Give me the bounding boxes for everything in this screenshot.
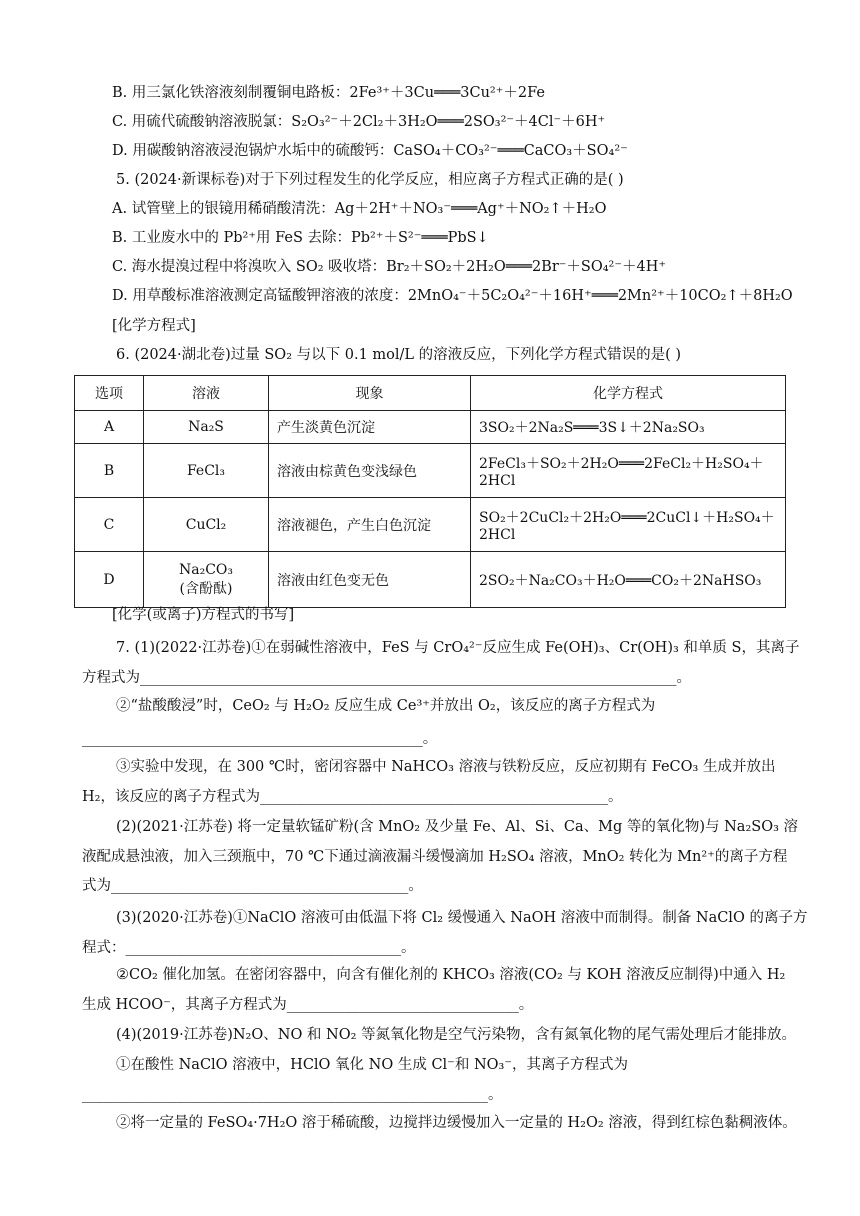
cell-phenomenon: 溶液由红色变无色	[269, 552, 471, 608]
section-heading-equation-writing: [化学(或离子)方程式的书写]	[112, 607, 295, 623]
solution-line-2: (含酚酞)	[179, 580, 233, 597]
cell-equation: 3SO₂＋2Na₂S═══3S↓＋2Na₂SO₃	[471, 411, 786, 444]
question-6-table	[74, 375, 786, 608]
header-phenomenon: 现象	[269, 376, 471, 411]
question-7-part-4-item-1: ①在酸性 NaClO 溶液中，HClO 氧化 NO 生成 Cl⁻和 NO₃⁻，其离子方程式为	[116, 1057, 628, 1073]
cell-option: C	[75, 498, 144, 552]
equation-line-1: SO₂＋2CuCl₂＋2H₂O═══2CuCl↓＋H₂SO₄＋	[479, 509, 775, 526]
equation-line-1: 2FeCl₃＋SO₂＋2H₂O═══2FeCl₂＋H₂SO₄＋	[479, 455, 764, 472]
option-d-line: D. 用碳酸钠溶液浸泡锅炉水垢中的硫酸钙：CaSO₄＋CO₃²⁻═══CaCO₃＋SO₄²⁻	[112, 143, 628, 159]
equation-line-2: 2HCl	[479, 526, 516, 543]
cell-phenomenon: 产生淡黄色沉淀	[269, 411, 471, 444]
cell-option: B	[75, 444, 144, 498]
header-option: 选项	[75, 376, 144, 411]
question-5-option-b: B. 工业废水中的 Pb²⁺用 FeS 去除：Pb²⁺＋S²⁻═══PbS↓	[112, 230, 489, 246]
cell-option: A	[75, 411, 144, 444]
solution-line-1: Na₂CO₃	[178, 561, 233, 578]
cell-solution	[144, 552, 269, 608]
question-7-part-2-line-2: 液配成悬浊液，加入三颈瓶中，70 ℃下通过滴液漏斗缓慢滴加 H₂SO₄ 溶液，MnO₂ 转化为 Mn²⁺的离子方程	[82, 849, 788, 865]
question-7-part-1-line-1: 7. (1)(2022·江苏卷)①在弱碱性溶液中，FeS 与 CrO₄²⁻反应生成 Fe(OH)₃、Cr(OH)₃ 和单质 S，其离子	[116, 640, 800, 656]
question-7-part-3-line-2: 程式：______________________________________。	[82, 940, 416, 956]
table-row	[75, 411, 786, 444]
cell-phenomenon: 溶液由棕黄色变浅绿色	[269, 444, 471, 498]
question-6-stem: 6. (2024·湖北卷)过量 SO₂ 与以下 0.1 mol/L 的溶液反应，下列化学方程式错误的是( )	[116, 347, 682, 363]
table-row	[75, 552, 786, 608]
question-7-part-1-line-2: 方程式为__________________________________________________________________________。	[82, 670, 691, 686]
option-c-line: C. 用硫代硫酸钠溶液脱氯：S₂O₃²⁻＋2Cl₂＋3H₂O═══2SO₃²⁻＋4Cl⁻＋6H⁺	[112, 114, 606, 130]
question-7-part-1-item-2: ②“盐酸酸浸”时，CeO₂ 与 H₂O₂ 反应生成 Ce³⁺并放出 O₂，该反应的离子方程式为	[116, 698, 656, 714]
cell-solution: FeCl₃	[144, 444, 269, 498]
question-7-part-1-item-3-line-2: H₂，该反应的离子方程式为________________________________________________。	[82, 789, 623, 805]
cell-option: D	[75, 552, 144, 608]
question-5-stem: 5. (2024·新课标卷)对于下列过程发生的化学反应，相应离子方程式正确的是( )	[116, 172, 624, 188]
cell-equation	[471, 444, 786, 498]
section-heading-chemical-equations: [化学方程式]	[112, 318, 196, 334]
question-5-option-d: D. 用草酸标准溶液测定高锰酸钾溶液的浓度：2MnO₄⁻＋5C₂O₄²⁻＋16H⁺═══2Mn²⁺＋10CO₂↑＋8H₂O	[112, 288, 793, 304]
question-7-part-4-line-1: (4)(2019·江苏卷)N₂O、NO 和 NO₂ 等氮氧化物是空气污染物，含有氮氧化物的尾气需处理后才能排放。	[116, 1027, 797, 1043]
question-7-part-4-item-2: ②将一定量的 FeSO₄·7H₂O 溶于稀硫酸，边搅拌边缓慢加入一定量的 H₂O₂ 溶液，得到红棕色黏稠液体。	[116, 1115, 797, 1131]
cell-solution: Na₂S	[144, 411, 269, 444]
option-b-line: B. 用三氯化铁溶液刻制覆铜电路板：2Fe³⁺＋3Cu═══3Cu²⁺＋2Fe	[112, 85, 545, 101]
cell-equation: 2SO₂＋Na₂CO₃＋H₂O═══CO₂＋2NaHSO₃	[471, 552, 786, 608]
question-7-part-3-item-2-line-2: 生成 HCOO⁻，其离子方程式为________________________________。	[82, 997, 534, 1013]
question-5-option-a: A. 试管壁上的银镜用稀硝酸清洗：Ag＋2H⁺＋NO₃⁻═══Ag⁺＋NO₂↑＋H₂O	[112, 201, 607, 217]
question-7-part-2-line-3: 式为_________________________________________。	[82, 878, 423, 894]
question-7-part-2-line-1: (2)(2021·江苏卷) 将一定量软锰矿粉(含 MnO₂ 及少量 Fe、Al、Si、Ca、Mg 等的氧化物)与 Na₂SO₃ 溶	[116, 819, 799, 835]
question-7-part-1-item-3-line-1: ③实验中发现，在 300 ℃时，密闭容器中 NaHCO₃ 溶液与铁粉反应，反应初期有 FeCO₃ 生成并放出	[116, 759, 776, 775]
question-5-option-c: C. 海水提溴过程中将溴吹入 SO₂ 吸收塔：Br₂＋SO₂＋2H₂O═══2Br⁻＋SO₄²⁻＋4H⁺	[112, 259, 667, 275]
table-header-row	[75, 376, 786, 411]
table-row	[75, 444, 786, 498]
header-solution: 溶液	[144, 376, 269, 411]
question-7-part-1-item-2-blank: _______________________________________________。	[82, 731, 438, 747]
cell-phenomenon: 溶液褪色，产生白色沉淀	[269, 498, 471, 552]
equation-line-2: 2HCl	[479, 472, 516, 489]
header-equation: 化学方程式	[471, 376, 786, 411]
question-7-part-3-item-2-line-1: ②CO₂ 催化加氢。在密闭容器中，向含有催化剂的 KHCO₃ 溶液(CO₂ 与 KOH 溶液反应制得)中通入 H₂	[116, 967, 786, 983]
question-7-part-4-item-1-blank: ________________________________________________________。	[82, 1087, 503, 1103]
table-row	[75, 498, 786, 552]
cell-equation	[471, 498, 786, 552]
question-7-part-3-line-1: (3)(2020·江苏卷)①NaClO 溶液可由低温下将 Cl₂ 缓慢通入 NaOH 溶液中而制得。制备 NaClO 的离子方	[116, 910, 808, 926]
cell-solution: CuCl₂	[144, 498, 269, 552]
